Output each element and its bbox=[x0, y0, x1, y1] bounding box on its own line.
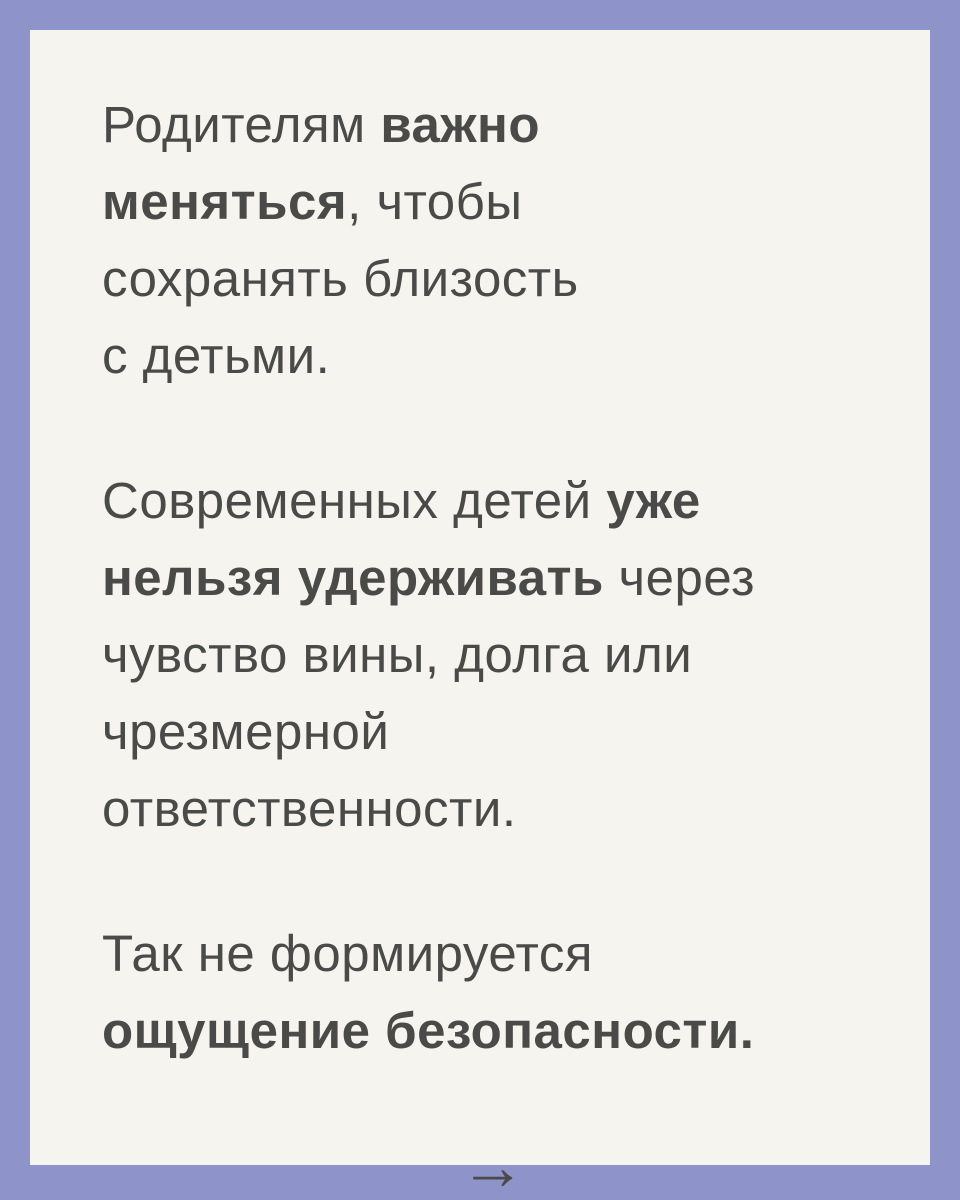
text-line bbox=[102, 616, 884, 693]
text-segment-bold: меняться bbox=[102, 173, 348, 230]
text-line bbox=[102, 915, 884, 992]
text-segment: чувство вины, долга или bbox=[102, 626, 693, 683]
text-segment: Современных детей bbox=[102, 472, 607, 529]
text-segment: через bbox=[603, 549, 755, 606]
text-segment: Родителям bbox=[102, 96, 381, 153]
text-segment: ответственности. bbox=[102, 780, 517, 837]
text-line bbox=[102, 693, 884, 770]
paragraph-1 bbox=[102, 86, 884, 394]
text-segment: Так не формируется bbox=[102, 925, 593, 982]
text-line bbox=[102, 539, 884, 616]
text-segment-bold: нельзя удерживать bbox=[102, 549, 604, 606]
text-line bbox=[102, 163, 884, 240]
text-segment: чрезмерной bbox=[102, 703, 390, 760]
text-line bbox=[102, 992, 884, 1069]
text-line bbox=[102, 240, 884, 317]
text-line bbox=[102, 317, 884, 394]
text-segment-bold: важно bbox=[380, 96, 540, 153]
text-segment: сохранять близость bbox=[102, 250, 579, 307]
text-card bbox=[30, 30, 930, 1200]
text-segment: , чтобы bbox=[347, 173, 523, 230]
text-segment-bold: уже bbox=[606, 472, 701, 529]
text-line bbox=[102, 770, 884, 847]
text-line bbox=[102, 462, 884, 539]
text-segment-bold: ощущение безопасности. bbox=[102, 1002, 755, 1059]
paragraph-2 bbox=[102, 462, 884, 847]
text-segment: с детьми. bbox=[102, 327, 331, 384]
next-arrow-icon: → bbox=[459, 1129, 527, 1200]
paragraph-3 bbox=[102, 915, 884, 1069]
arrow-row bbox=[102, 1131, 884, 1200]
card-content bbox=[30, 30, 930, 1200]
text-line bbox=[102, 86, 884, 163]
